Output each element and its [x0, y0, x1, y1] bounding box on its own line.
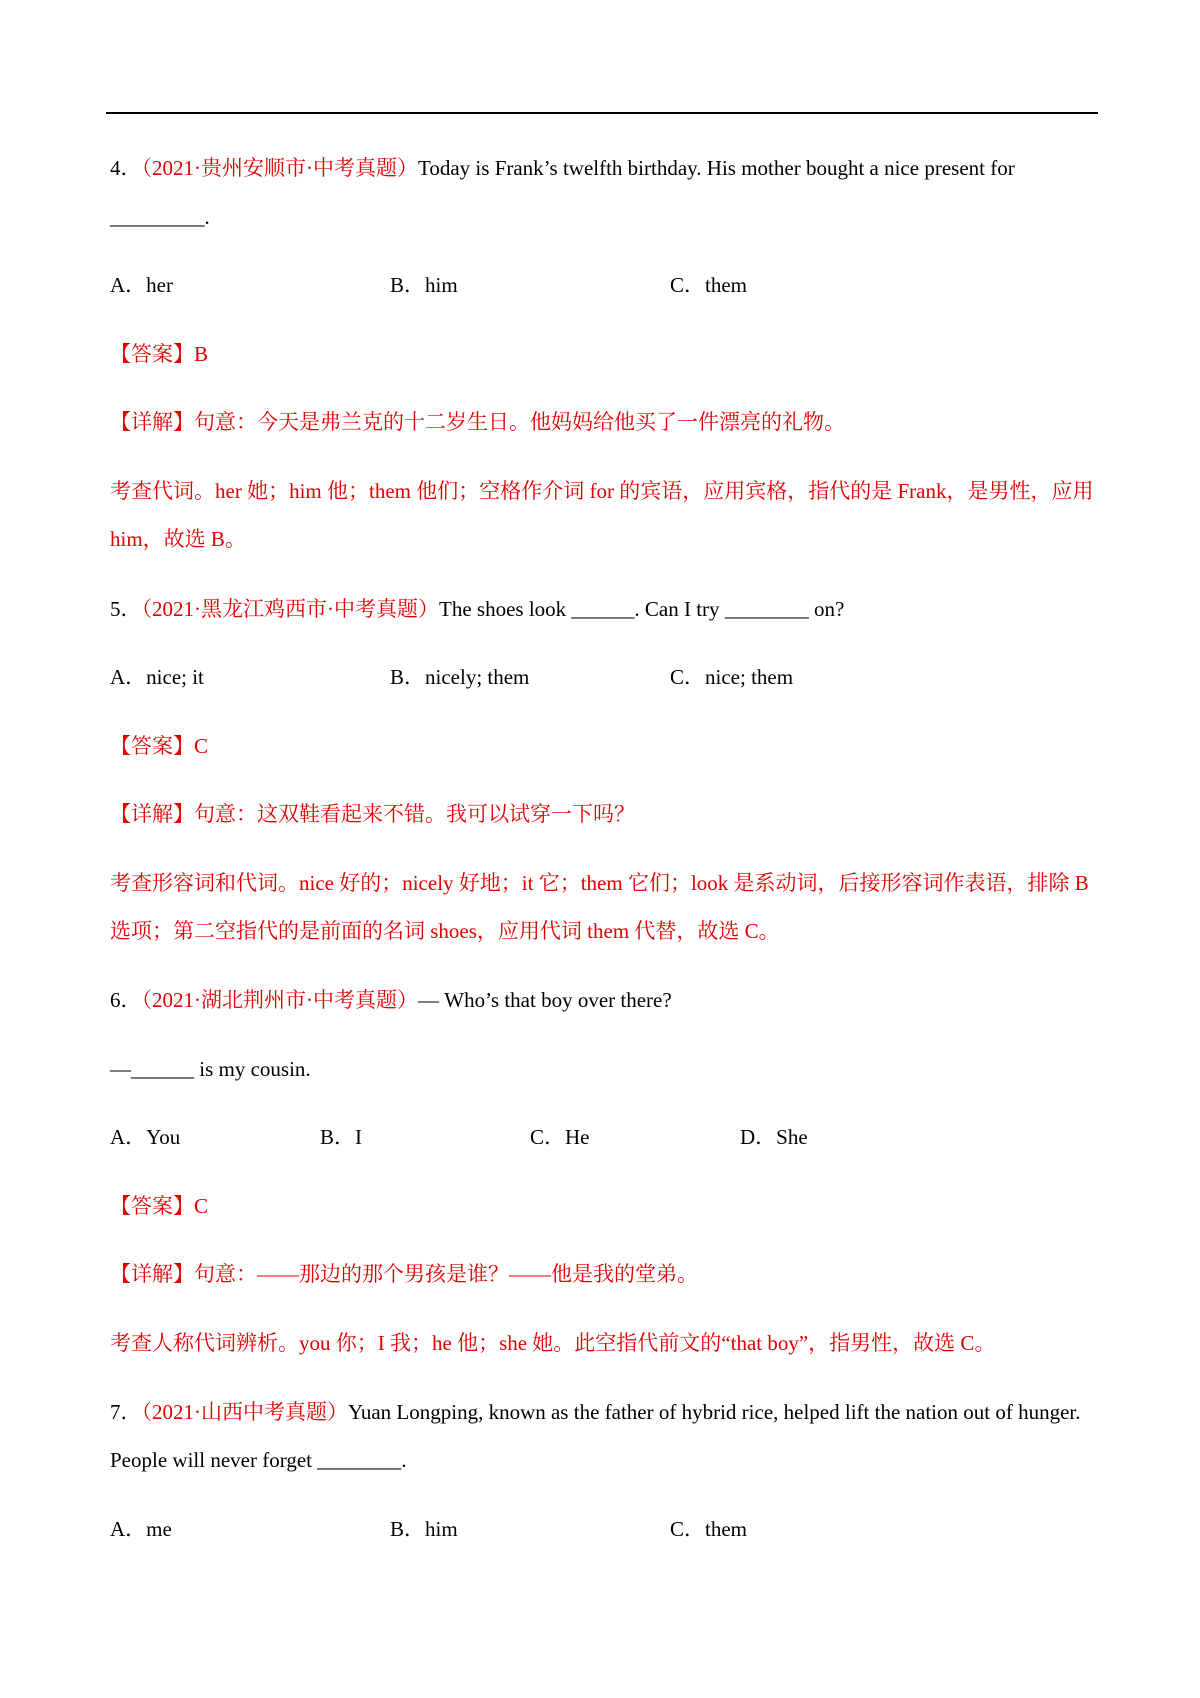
question-source: （2021·贵州安顺市·中考真题）	[141, 156, 418, 180]
question-stem: Today is Frank’s twelfth birthday. His mother bought a nice present for	[418, 156, 1015, 180]
question-blank: _________.	[110, 205, 210, 229]
detail: 【详解】句意：——那边的那个男孩是谁？——他是我的堂弟。	[110, 1262, 698, 1286]
question-stem: — Who’s that boy over there?	[418, 988, 672, 1012]
detail: 【详解】句意：今天是弗兰克的十二岁生日。他妈妈给他买了一件漂亮的礼物。	[110, 410, 845, 434]
explanation-cont: him，故选 B。	[110, 527, 246, 551]
explanation: 考查形容词和代词。nice 好的；nicely 好地；it 它；them 它们；look 是系动词，后接形容词作表语，排除 B	[110, 871, 1089, 895]
question-line-2: —______ is my cousin.	[110, 1057, 311, 1081]
option-c: C．nice; them	[670, 665, 794, 689]
question-4	[110, 155, 1015, 181]
explanation-cont: 选项；第二空指代的是前面的名词 shoes，应用代词 them 代替，故选 C。	[110, 919, 780, 943]
option-a: A．me	[110, 1517, 172, 1541]
answer: 【答案】C	[110, 734, 209, 758]
question-line-2: People will never forget ________.	[110, 1448, 407, 1472]
question-7	[110, 1399, 1081, 1425]
option-a: A．her	[110, 273, 173, 297]
question-stem: Yuan Longping, known as the father of hybrid rice, helped lift the nation out of hunger.	[348, 1400, 1081, 1424]
option-c: C．them	[670, 273, 747, 297]
question-number: 4．	[110, 156, 142, 180]
question-source: （2021·黑龙江鸡西市·中考真题）	[141, 597, 439, 621]
answer: 【答案】C	[110, 1194, 209, 1218]
question-number: 6．	[110, 988, 142, 1012]
question-6	[110, 987, 672, 1013]
question-source: （2021·湖北荆州市·中考真题）	[141, 988, 418, 1012]
question-5	[110, 596, 844, 622]
explanation: 考查代词。her 她；him 他；them 他们；空格作介词 for 的宾语，应用宾格，指代的是 Frank，是男性，应用	[110, 479, 1094, 503]
question-number: 7．	[110, 1400, 142, 1424]
question-stem: The shoes look ______. Can I try ________ on?	[439, 597, 845, 621]
explanation: 考查人称代词辨析。you 你；I 我；he 他；she 她。此空指代前文的“that boy”，指男性，故选 C。	[110, 1331, 996, 1355]
option-c: C．them	[670, 1517, 747, 1541]
top-rule	[106, 112, 1098, 114]
option-b: B．nicely; them	[390, 665, 530, 689]
option-b: B．I	[320, 1125, 362, 1149]
question-source: （2021·山西中考真题）	[141, 1400, 348, 1424]
option-d: D．She	[740, 1125, 808, 1149]
question-number: 5．	[110, 597, 142, 621]
option-a: A．You	[110, 1125, 181, 1149]
option-a: A．nice; it	[110, 665, 204, 689]
option-c: C．He	[530, 1125, 590, 1149]
detail: 【详解】句意：这双鞋看起来不错。我可以试穿一下吗？	[110, 802, 635, 826]
option-b: B．him	[390, 273, 458, 297]
option-b: B．him	[390, 1517, 458, 1541]
answer: 【答案】B	[110, 342, 209, 366]
